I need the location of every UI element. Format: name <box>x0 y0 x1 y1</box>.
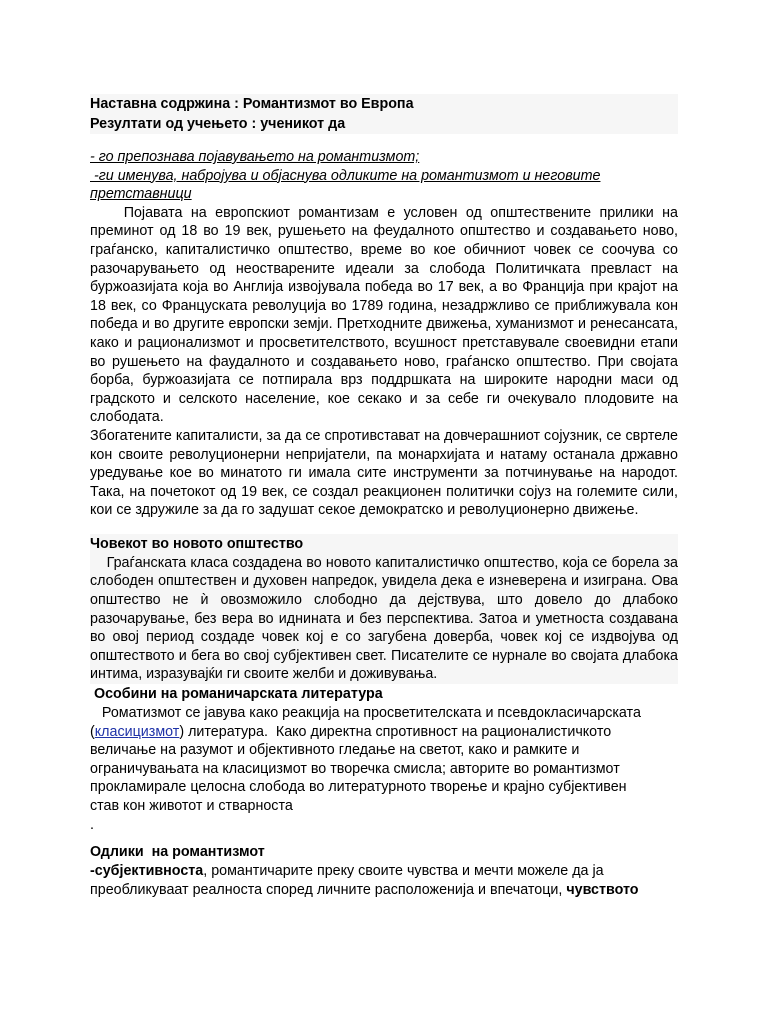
spacer <box>90 520 678 534</box>
lesson-outcomes-label: Резултати од учењето : ученикот да <box>90 116 346 132</box>
features-line-2-text: ) литература. Како директна спротивност на рационалистичкото <box>179 723 612 740</box>
outcome-item-2: -ги именува, набројува и објаснува одликите на романтизмот и неговите <box>90 167 601 184</box>
section-traits-title: Одлики на романтизмот <box>90 844 265 861</box>
paren-open: ( <box>90 723 95 740</box>
document-page <box>90 94 682 899</box>
section-features-text <box>90 704 678 834</box>
section-man-society-title: Човекот во новото општество <box>90 535 304 552</box>
capitalists-paragraph: Збогатените капиталисти, за да се спротивстават на довчерашниот сојузник, се свртеле кон своите револуционерни непријатели, па монархијата и натаму останала државно уредување кое во минатото ги имала сите инструменти за потчинување на народот. Така, на почетокот од 19 век, се создал реакционен политички сојуз на големите сили, кои се здружиле за да го задушат секое демократско и револуционерно движење. <box>90 427 678 519</box>
section-traits-text <box>90 862 678 899</box>
features-line-7: . <box>90 816 94 833</box>
features-line-2 <box>90 723 678 742</box>
section-man-society-text: Граѓанската класа создадена во новото капиталистичко општество, која се борела за слободен општествен и духовен напредок, увидела дека е изневерена и изиграна. Ова општество не ѝ овозможило слободно да дејствува, што довело до длабоко разочарување, без вера во иднината и без перспектива. Затоа и уметноста создавана во овој период создаде човек кој е со загубена доверба, човек кој се издвојува од општеството и бега во свој субјективен свет. Писателите се нурнале во својата длабока интима, изразувајќи ги своите желби и доживувања. <box>90 554 682 683</box>
classicism-link[interactable]: класицизмот <box>94 723 180 740</box>
lesson-title: Наставна содржина : Романтизмот во Европа <box>90 96 414 112</box>
traits-line-1 <box>90 862 678 881</box>
outcome-item-2-cont: претставници <box>90 186 192 203</box>
outcomes-list <box>90 148 678 204</box>
feeling-term: чувството <box>566 881 639 898</box>
spacer <box>90 834 678 842</box>
features-line-1: Роматизмот се јавува како реакција на просветителската и псевдокласичарската <box>90 705 641 722</box>
section-features-title: Особини на романичарската литература <box>90 686 383 703</box>
features-line-5: прокламирале целосна слобода во литературното творење и крајно субјективен <box>90 779 627 796</box>
features-line-4: ограничувањата на класицизмот во творечка смисла; авторите во романтизмот <box>90 760 620 777</box>
traits-line-2 <box>90 881 678 900</box>
lesson-header <box>90 94 678 134</box>
features-line-3: величање на разумот и објективното гледање на светот, како и рамките и <box>90 742 580 759</box>
section-man-society <box>90 534 682 684</box>
intro-paragraph: Појавата на европскиот романтизам е условен од општествените прилики на преминот од 18 во 19 век, рушењето на феудалното општество и создавањето ново, граѓанско, капиталистичко општество, време во кое обичниот човек се соочува со разочарувањето од неостварените идеали за слобода Политичката превласт на буржоазијата која во Англија извојувала победа во 17 век, а во Франција при крајот на 18 век, со Француската револуција во 1789 година, незадржливо се приближувала кон победа и во другите европски земји. Претходните движења, хуманизмот и ренесансата, како и рационализмот и просветителството, всушност претставувале своевидни етапи во рушењето на фаудалното и создавањето ново, граѓанско општество. При својата борба, буржоазијата се потпирала врз поддршката на широките народни маси од градското и селското население, кое секако и за себе ги очекувало плодовите на слободата. <box>90 204 682 426</box>
traits-line-2-text: преобликуваат реалноста според личните расположенија и впечатоци, <box>90 881 567 898</box>
traits-line-1-text: , романтичарите преку своите чувства и мечти можеле да ја <box>203 863 604 880</box>
subjectivity-term: -субјективноста <box>90 863 204 880</box>
features-line-6: став кон животот и стварноста <box>90 798 293 814</box>
outcome-item-1: - го препознава појавувањето на романтизмот; <box>90 149 420 165</box>
spacer <box>90 134 678 148</box>
